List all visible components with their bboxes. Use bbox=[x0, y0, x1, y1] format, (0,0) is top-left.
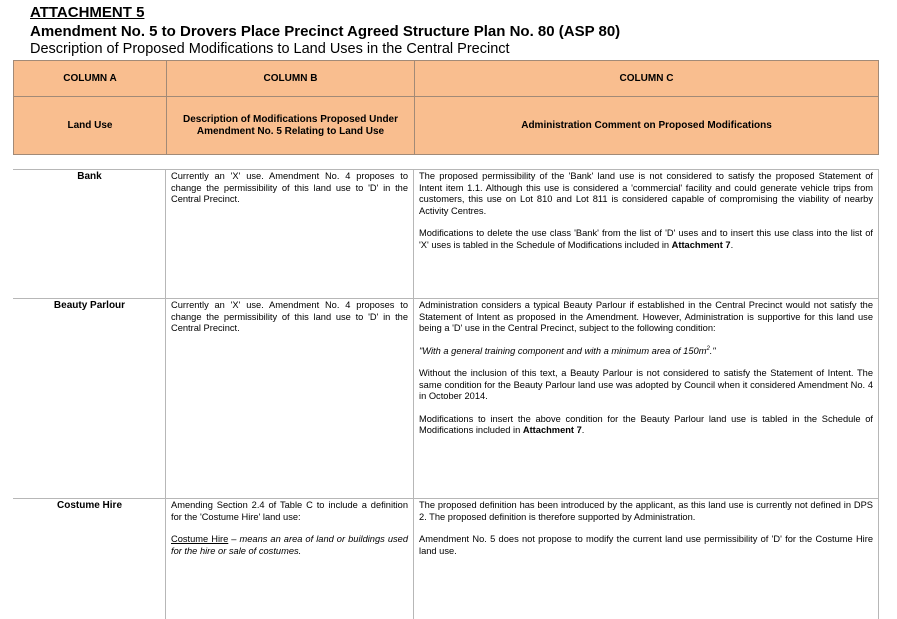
description-cell: Currently an 'X' use. Amendment No. 4 proposes to change the permissibility of this land use to 'D' in the Central Precinct. bbox=[171, 300, 408, 333]
column-a-description: Land Use bbox=[67, 119, 113, 131]
description-cell: Currently an 'X' use. Amendment No. 4 proposes to change the permissibility of this land use to 'D' in the Central Precinct. bbox=[171, 171, 408, 204]
comment-cell: Administration considers a typical Beauty Parlour if established in the Central Precinct would not satisfy the Statement of Intent as proposed in the Amendment. However, Administration is supportive for this land use being a 'D' use in the Central Precinct, subject to the following condition: "With a general training component and with a minimum area of $150m^2$." Without the inclusion of this text, a Beauty Parlour is not considered to satisfy the Statement of Intent. The same condition for the Beauty Parlour land use was adopted by Council when it considered Amendment No. 4 in October 2014. Modifications to insert the above condition for the Beauty Parlour land use is tabled in the Schedule of Modifications included in Attachment 7. bbox=[419, 300, 873, 435]
column-a-label: COLUMN A bbox=[63, 72, 117, 84]
description-cell: Amending Section 2.4 of Table C to include a definition for the 'Costume Hire' land use: Costume Hire – means an area of land or buildings used for the hire or sale of costumes. bbox=[171, 500, 408, 556]
comment-cell: The proposed permissibility of the 'Bank' land use is not considered to satisfy the proposed Statement of Intent item 1.1. Although this use is considered a 'commercial' facility and could generate vehicle trips from customers, this use on Lot 810 and Lot 811 is considered capable of compromising the viability of nearby Activity Centres. Modifications to delete the use class 'Bank' from the list of 'D' uses and to insert this use class into the list of 'X' uses is tabled in the Schedule of Modifications included in Attachment 7. bbox=[419, 171, 873, 250]
document-subtitle: Description of Proposed Modifications to Land Uses in the Central Precinct bbox=[30, 41, 510, 57]
document-title: Amendment No. 5 to Drovers Place Precinct Agreed Structure Plan No. 80 (ASP 80) bbox=[30, 23, 621, 40]
land-use-cell: Beauty Parlour bbox=[53, 300, 126, 311]
column-b-label: COLUMN B bbox=[263, 72, 318, 84]
column-c-description: Administration Comment on Proposed Modifications bbox=[521, 119, 772, 131]
land-use-cell: Bank bbox=[77, 171, 102, 182]
attachment-label: ATTACHMENT 5 bbox=[30, 4, 145, 21]
land-use-cell: Costume Hire bbox=[56, 500, 122, 511]
column-c-label: COLUMN C bbox=[619, 72, 674, 84]
comment-cell: The proposed definition has been introduced by the applicant, as this land use is currently not defined in DPS 2. The proposed definition is therefore supported by Administration. Amendment No. 5 does not propose to modify the current land use permissibility of 'D' for the Costume Hire land use. bbox=[419, 500, 873, 556]
table-header bbox=[13, 60, 879, 155]
column-b-description: Description of Modifications Proposed Under Amendment No. 5 Relating to Land Use bbox=[182, 113, 398, 137]
